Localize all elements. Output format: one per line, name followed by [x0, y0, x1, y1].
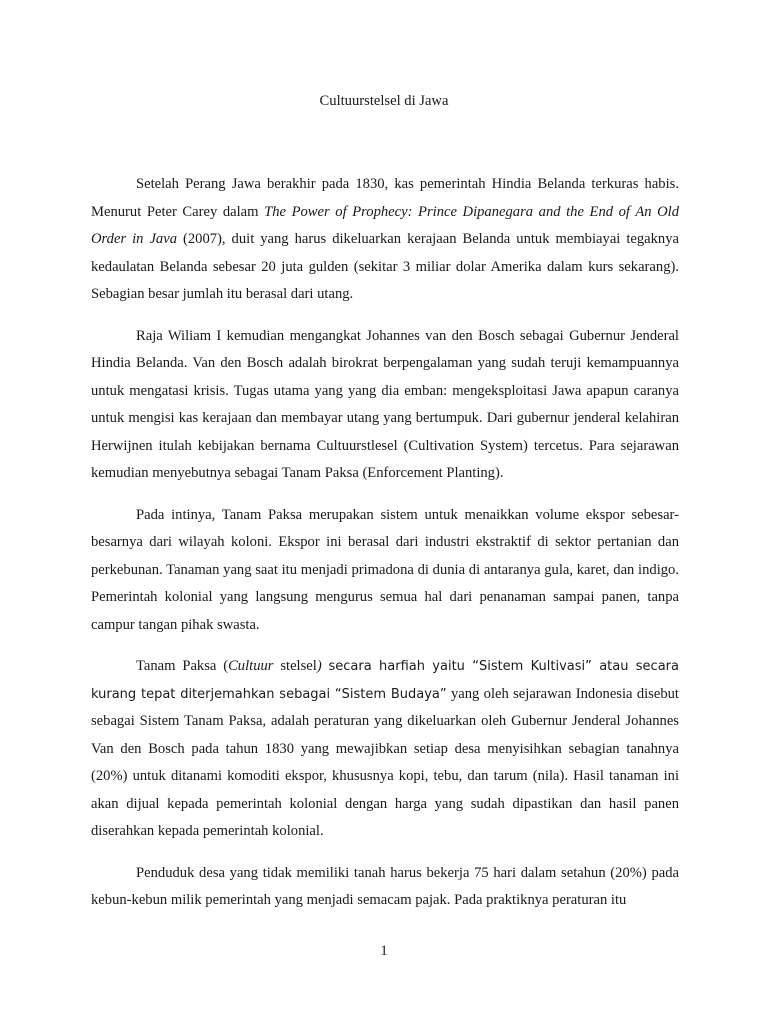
- paragraph-1: [91, 171, 679, 309]
- paragraph-3: Pada intinya, Tanam Paksa merupakan sistem untuk menaikkan volume ekspor sebesar-besarnya dari wilayah koloni. Ekspor ini berasal dari industri ekstraktif di sektor pertanian dan perkebunan. Tanaman yang saat itu menjadi primadona di dunia di antaranya gula, karet, dan indigo. Pemerintah kolonial yang langsung mengurus semua hal dari penanaman sampai panen, tanpa campur tangan pihak swasta.: [91, 506, 679, 633]
- paragraph-4-text-d: yang oleh sejarawan Indonesia disebut sebagai Sistem Tanam Paksa, adalah peraturan yang dikeluarkan oleh Gubernur Jenderal Johannes Van den Bosch pada tahun 1830 yang mewajibkan setiap desa menyisihkan sebagian tanahnya (20%) untuk ditanami komoditi ekspor, khususnya kopi, tebu, dan tarum (nila). Hasil tanaman ini akan dijual kepada pemerintah kolonial dengan harga yang sudah dipastikan dan hasil panen diserahkan kepada pemerintah kolonial.: [91, 685, 679, 839]
- paragraph-5: Penduduk desa yang tidak memiliki tanah harus bekerja 75 hari dalam setahun (20%) pada kebun-kebun milik pemerintah yang menjadi semacam pajak. Pada praktiknya peraturan itu: [91, 864, 679, 908]
- page-number: 1: [380, 943, 388, 959]
- stelsel-term: stelsel: [273, 658, 317, 674]
- book-title: The Power of Prophecy: Prince Dipanegara and the End of An Old Order in Java: [91, 203, 680, 247]
- paragraph-2: Raja Wiliam I kemudian mengangkat Johannes van den Bosch sebagai Gubernur Jenderal Hindia Belanda. Van den Bosch adalah birokrat berpengalaman yang sudah teruji kemampuannya untuk mengatasi krisis. Tugas utama yang yang dia emban: mengeksploitasi Jawa apapun caranya untuk mengisi kas kerajaan dan membayar utang yang bertumpuk. Dari gubernur jenderal kelahiran Herwijnen itulah kebijakan bernama Cultuurstlesel (Cultivation System) tercetus. Para sejarawan kemudian menyebutnya sebagai Tanam Paksa (Enforcement Planting).: [91, 327, 679, 481]
- document-title: Cultuurstelsel di Jawa: [319, 93, 449, 109]
- cultuur-term: Cultuur: [228, 658, 274, 674]
- paragraph-4-sans-text: secara harfiah yaitu “Sistem Kultivasi” atau secara kurang tepat diterjemahkan sebagai “Sistem Budaya”: [91, 659, 679, 702]
- paragraph-4-text-a: Tanam Paksa (: [136, 658, 229, 674]
- paragraph-4: [91, 653, 679, 846]
- paragraph-4-text-c: ): [316, 658, 329, 674]
- paragraph-1-text-a: Setelah Perang Jawa berakhir pada 1830, kas pemerintah Hindia Belanda terkuras habis. Menurut Peter Carey dalam: [91, 176, 679, 220]
- paragraph-1-text-b: (2007), duit yang harus dikeluarkan kerajaan Belanda untuk membiayai tegaknya kedaulatan Belanda sebesar 20 juta gulden (sekitar 3 miliar dolar Amerika dalam kurs sekarang). Sebagian besar jumlah itu berasal dari utang.: [91, 231, 680, 302]
- document-body: [91, 171, 679, 929]
